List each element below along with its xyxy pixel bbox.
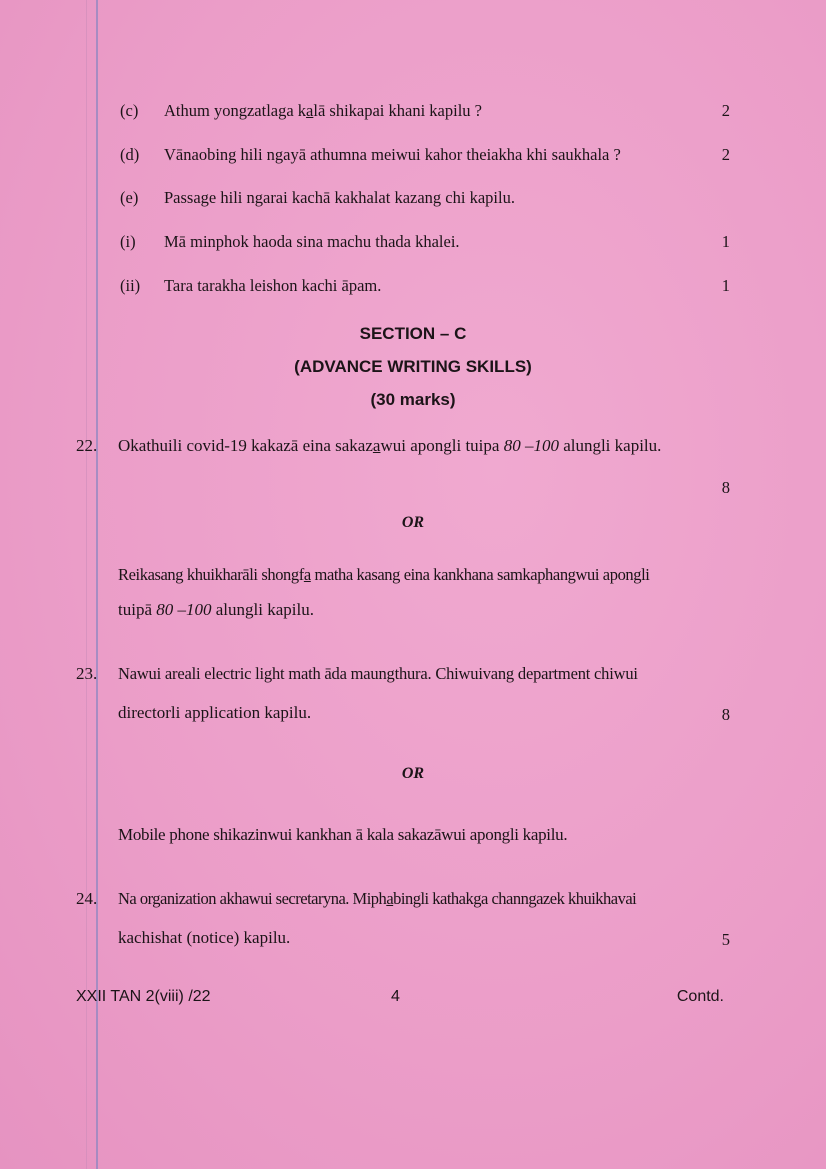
- question-number: 24.: [76, 889, 98, 908]
- question-24-line2: kachishat (notice) kapilu.: [118, 928, 291, 947]
- paper-code: XXII TAN 2(viii) /22: [76, 988, 211, 1005]
- question-22-text: Okathuili covid-19 kakazā eina sakazawui apongli tuipa 80 –100 alungli kapilu.: [118, 436, 662, 455]
- question-22-alt-line1: Reikasang khuikharāli shongfa matha kasang eina kankhana samkaphangwui apongli: [118, 565, 650, 584]
- question-23-alt: Mobile phone shikazinwui kankhan ā kala sakazāwui apongli kapilu.: [118, 825, 568, 844]
- subquestion-label: (e): [120, 188, 139, 207]
- subquestion-label: (ii): [120, 276, 141, 295]
- mark: 8: [721, 478, 730, 497]
- subquestion-label: (i): [120, 232, 136, 251]
- subquestion-text: Passage hili ngarai kachā kakhalat kazang chi kapilu.: [164, 188, 515, 207]
- subquestion-text: Athum yongzatlaga kalā shikapai khani kapilu ?: [164, 101, 482, 120]
- question-24-line1: Na organization akhawui secretaryna. Miphabingli kathakga channgazek khuikhavai: [118, 889, 637, 908]
- subquestion-text: Mā minphok haoda sina machu thada khalei.: [164, 232, 460, 251]
- mark: 8: [721, 705, 730, 724]
- mark: 1: [721, 232, 730, 251]
- page-number: 4: [391, 988, 400, 1005]
- question-23-line2: directorli application kapilu.: [118, 703, 312, 722]
- subquestion-label: (d): [120, 145, 140, 164]
- mark: 1: [721, 276, 730, 295]
- question-22-alt-line2: tuipā 80 –100 alungli kapilu.: [118, 600, 314, 619]
- mark: 2: [721, 101, 730, 120]
- section-subtitle: (ADVANCE WRITING SKILLS): [294, 357, 532, 376]
- question-number: 22.: [76, 436, 98, 455]
- section-title: SECTION – C: [359, 324, 467, 343]
- section-marks: (30 marks): [370, 390, 456, 409]
- or-divider: OR: [401, 514, 425, 531]
- question-number: 23.: [76, 664, 98, 683]
- continued-label: Contd.: [676, 988, 724, 1005]
- mark: 5: [721, 930, 730, 949]
- or-divider: OR: [401, 765, 425, 782]
- subquestion-text: Tara tarakha leishon kachi āpam.: [164, 276, 382, 295]
- subquestion-label: (c): [120, 101, 139, 120]
- mark: 2: [721, 145, 730, 164]
- question-23-line1: Nawui areali electric light math āda maungthura. Chiwuivang department chiwui: [118, 664, 638, 683]
- subquestion-text: Vānaobing hili ngayā athumna meiwui kahor theiakha khi saukhala ?: [164, 145, 621, 164]
